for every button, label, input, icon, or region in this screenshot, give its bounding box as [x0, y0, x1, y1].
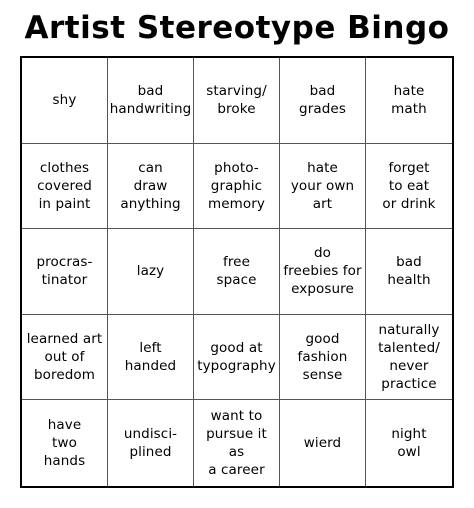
bingo-cell-learned-art-out-of-boredom	[22, 315, 108, 401]
bingo-cell-left-handed	[108, 315, 194, 401]
bingo-cell-label: learned art out of boredom	[26, 331, 103, 384]
page-title: Artist Stereotype Bingo	[24, 10, 450, 46]
bingo-cell-photographic-memory	[194, 144, 280, 230]
bingo-cell-label: free space	[216, 254, 257, 289]
bingo-cell-label: hate math	[391, 83, 427, 118]
bingo-cell-night-owl	[366, 400, 452, 486]
bingo-cell-procrastinator	[22, 229, 108, 315]
bingo-cell-label: good at typography	[197, 340, 276, 375]
bingo-cell-want-to-pursue-as-career	[194, 400, 280, 486]
bingo-cell-forget-to-eat-or-drink	[366, 144, 452, 230]
bingo-cell-label: forget to eat or drink	[382, 159, 436, 212]
bingo-cell-label: photo- graphic memory	[207, 159, 265, 212]
bingo-cell-label: lazy	[136, 263, 165, 280]
bingo-cell-lazy	[108, 229, 194, 315]
bingo-cell-label: naturally talented/ never practice	[378, 322, 440, 393]
bingo-cell-undisciplined	[108, 400, 194, 486]
bingo-cell-label: shy	[52, 92, 77, 109]
bingo-cell-label: do freebies for exposure	[283, 245, 362, 298]
bingo-cell-label: want to pursue it as a career	[206, 408, 267, 479]
bingo-cell-free-space	[194, 229, 280, 315]
bingo-cell-label: night owl	[391, 426, 427, 461]
bingo-cell-shy	[22, 58, 108, 144]
bingo-cell-label: hate your own art	[290, 159, 355, 212]
bingo-cell-label: have two hands	[43, 417, 86, 470]
bingo-cell-label: can draw anything	[120, 159, 181, 212]
bingo-cell-naturally-talented	[366, 315, 452, 401]
bingo-cell-label: undisci- plined	[123, 426, 178, 461]
bingo-cell-good-at-typography	[194, 315, 280, 401]
bingo-cell-label: bad handwriting	[109, 83, 192, 118]
bingo-cell-label: good fashion sense	[297, 331, 348, 384]
bingo-board	[20, 56, 454, 488]
bingo-cell-can-draw-anything	[108, 144, 194, 230]
bingo-cell-hate-math	[366, 58, 452, 144]
bingo-cell-do-freebies-for-exposure	[280, 229, 366, 315]
bingo-cell-have-two-hands	[22, 400, 108, 486]
bingo-cell-bad-health	[366, 229, 452, 315]
bingo-cell-label: clothes covered in paint	[37, 159, 92, 212]
bingo-cell-clothes-covered-in-paint	[22, 144, 108, 230]
bingo-cell-wierd	[280, 400, 366, 486]
bingo-cell-label: wierd	[303, 435, 342, 452]
bingo-cell-bad-grades	[280, 58, 366, 144]
bingo-cell-label: bad grades	[299, 83, 346, 118]
bingo-cell-hate-your-own-art	[280, 144, 366, 230]
bingo-cell-label: procras- tinator	[36, 254, 93, 289]
bingo-cell-good-fashion-sense	[280, 315, 366, 401]
bingo-cell-bad-handwriting	[108, 58, 194, 144]
bingo-cell-label: starving/ broke	[206, 83, 267, 118]
bingo-cell-label: bad health	[387, 254, 431, 289]
bingo-cell-starving-broke	[194, 58, 280, 144]
bingo-cell-label: left handed	[124, 340, 177, 375]
